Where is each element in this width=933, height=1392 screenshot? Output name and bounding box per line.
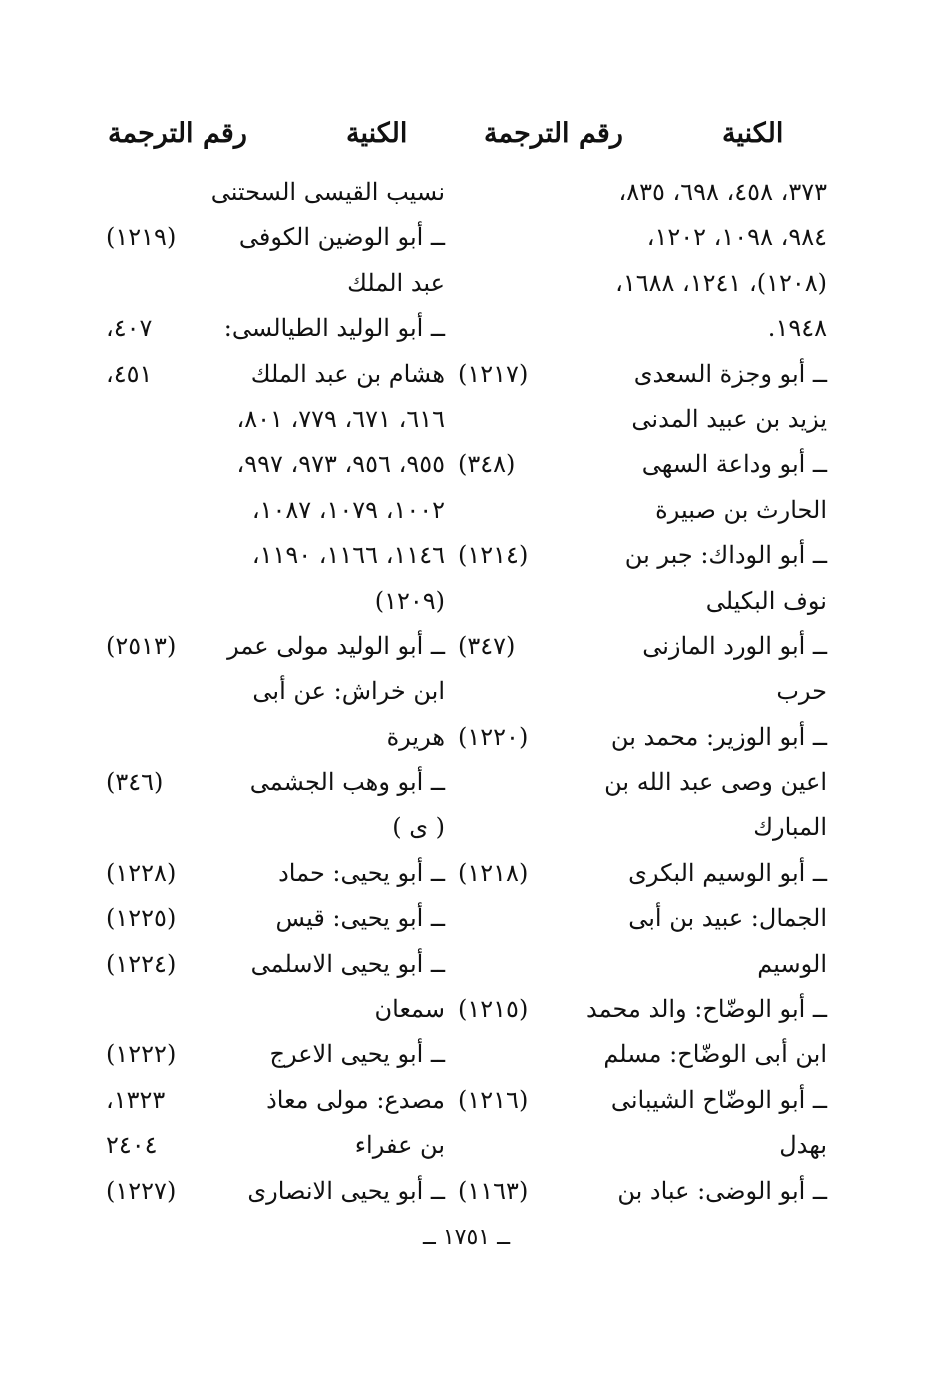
translation-number: ١٣٢٣، — [106, 1085, 166, 1114]
entry-text: ١١٤٦، ١١٦٦، ١١٩٠، — [251, 541, 445, 570]
entry-text: ــ أبو الوضين الكوفى — [238, 223, 445, 252]
entry-line — [100, 851, 445, 896]
entry-line — [452, 442, 827, 487]
entry-line — [452, 397, 827, 442]
entry-line — [452, 624, 827, 669]
entry-text: ــ أبو الوليد الطيالسى: — [223, 314, 445, 343]
translation-number: (١٢٢٤) — [106, 949, 177, 978]
entry-line — [452, 760, 827, 805]
entry-line — [452, 215, 827, 260]
header-number-right: رقم الترجمة — [484, 118, 623, 149]
entry-line — [452, 715, 827, 760]
entry-text: ــ أبو الوليد مولى عمر — [227, 631, 445, 660]
entry-line — [100, 942, 445, 987]
entry-text: مصدع: مولى معاذ — [266, 1085, 445, 1114]
entry-line — [100, 1078, 445, 1123]
translation-number: (١٢٢٧) — [106, 1176, 177, 1205]
entry-text: ابن خراش: عن أبى — [252, 677, 445, 706]
entry-text: هشام بن عبد الملك — [250, 359, 445, 388]
entry-line — [452, 170, 827, 215]
translation-number: (١٢١٩) — [106, 223, 177, 252]
left-column — [100, 170, 445, 1214]
entry-line — [100, 1123, 445, 1168]
entry-text: اعين وصى عبد الله بن — [604, 768, 827, 797]
entry-line — [452, 669, 827, 714]
translation-number: (١٢١٥) — [458, 995, 529, 1024]
translation-number: (٣٤٧) — [458, 631, 516, 660]
entry-text: ٩٥٥، ٩٥٦، ٩٧٣، ٩٩٧، — [236, 450, 445, 479]
translation-number: (١١٦٣) — [458, 1176, 529, 1205]
entry-text: الوسيم — [757, 949, 827, 978]
entry-text: نوف البكيلى — [705, 586, 827, 615]
header-number-left: رقم الترجمة — [108, 118, 247, 149]
entry-line — [100, 760, 445, 805]
entry-text: سمعان — [374, 995, 445, 1024]
entry-text: ٣٧٣، ٤٥٨، ٦٩٨، ٨٣٥، — [618, 178, 827, 206]
entry-line — [100, 533, 445, 578]
entry-line — [100, 442, 445, 487]
entry-line — [452, 579, 827, 624]
entry-line — [452, 896, 827, 941]
translation-number: (١٢٢٠) — [458, 722, 529, 751]
entry-text: ــ أبو يحيى: حماد — [278, 858, 445, 887]
entry-text: ١٩٤٨. — [767, 314, 827, 343]
right-column — [452, 170, 827, 1214]
entry-line — [452, 352, 827, 397]
entry-line — [100, 215, 445, 260]
entry-line — [100, 624, 445, 669]
entry-line — [100, 669, 445, 714]
entry-text: ١٠٠٢، ١٠٧٩، ١٠٨٧، — [251, 495, 445, 524]
header-kunya-left: الكنية — [346, 118, 408, 149]
translation-number: (١٢١٧) — [458, 359, 529, 388]
entry-text: ــ أبو الوزير: محمد بن — [610, 722, 827, 751]
translation-number: (٣٤٦) — [106, 768, 164, 797]
entry-line — [452, 987, 827, 1032]
entry-line — [100, 715, 445, 760]
entry-text: ــ أبو يحيى: قيس — [275, 904, 445, 933]
entry-line — [100, 352, 445, 397]
entry-text: ــ أبو الوداك: جبر بن — [624, 541, 827, 570]
entry-line — [100, 170, 445, 215]
entry-text: ــ أبو الوضّاح الشيبانى — [610, 1085, 827, 1114]
entry-text: ٦١٦، ٦٧١، ٧٧٩، ٨٠١، — [236, 404, 445, 433]
entry-text: ( ى ) — [392, 813, 445, 842]
entry-line — [100, 261, 445, 306]
entry-line — [100, 306, 445, 351]
entry-line — [100, 488, 445, 533]
entry-text: الحارث بن صبيرة — [655, 495, 827, 524]
translation-number: (١٢٢٢) — [106, 1040, 177, 1069]
table-header — [0, 118, 933, 158]
entry-text: ابن أبى الوضّاح: مسلم — [603, 1040, 827, 1069]
entry-line — [452, 1032, 827, 1077]
entry-text: يزيد بن عبيد المدنى — [631, 404, 827, 433]
entry-text: حرب — [776, 677, 827, 706]
entry-line — [100, 987, 445, 1032]
entry-text: بهدل — [779, 1131, 827, 1160]
entry-text: ــ أبو الوضّاح: والد محمد — [586, 995, 827, 1024]
translation-number: (١٢٢٥) — [106, 904, 177, 933]
translation-number: (٣٤٨) — [458, 450, 516, 479]
entry-text: ٩٨٤، ١٠٩٨، ١٢٠٢، — [646, 223, 827, 252]
entry-text: ــ أبو وداعة السهى — [641, 450, 827, 479]
entry-line — [100, 579, 445, 624]
entry-line — [100, 397, 445, 442]
entry-line — [452, 533, 827, 578]
translation-number: ٤٠٧، — [106, 314, 153, 343]
entry-line — [452, 1169, 827, 1214]
entry-line — [452, 851, 827, 896]
translation-number: (٢٥١٣) — [106, 631, 177, 660]
entry-line — [100, 1169, 445, 1214]
entry-line — [452, 261, 827, 306]
entry-text: ــ أبو الوضى: عباد بن — [617, 1176, 827, 1205]
entry-line — [452, 942, 827, 987]
page-number: ــ ١٧٥١ ــ — [422, 1225, 511, 1250]
entry-text: هريرة — [386, 722, 445, 751]
entry-text: المبارك — [753, 813, 827, 842]
entry-text: ــ أبو يحيى الاعرج — [269, 1040, 445, 1069]
translation-number: ٤٥١، — [106, 359, 153, 388]
entry-line — [452, 488, 827, 533]
entry-line — [100, 805, 445, 850]
translation-number: (١٢١٦) — [458, 1085, 529, 1114]
translation-number: (١٢٢٨) — [106, 858, 177, 887]
entry-text: ــ أبو يحيى الاسلمى — [250, 949, 445, 978]
entry-text: ــ أبو يحيى الانصارى — [247, 1176, 445, 1205]
translation-number: ٢٤٠٤ — [106, 1131, 158, 1160]
entry-text: عبد الملك — [347, 268, 445, 297]
entry-line — [452, 1078, 827, 1123]
translation-number: (١٢١٤) — [458, 541, 529, 570]
translation-number: (١٢١٨) — [458, 858, 529, 887]
entry-text: ــ أبو الورد المازنى — [642, 631, 827, 660]
entry-text: الجمال: عبيد بن أبى — [628, 904, 827, 933]
entry-text: ــ أبو وهب الجشمى — [249, 768, 445, 797]
entry-line — [452, 805, 827, 850]
entry-line — [452, 1123, 827, 1168]
entry-text: بن عفراء — [354, 1131, 445, 1160]
entry-text: نسيب القيسى السحتنى — [210, 178, 445, 206]
entry-text: ــ أبو الوسيم البكرى — [628, 858, 827, 887]
header-kunya-right: الكنية — [722, 118, 784, 149]
entry-text: (١٢٠٩) — [374, 586, 445, 615]
entry-line — [100, 1032, 445, 1077]
entry-text: (١٢٠٨)، ١٢٤١، ١٦٨٨، — [615, 268, 827, 297]
entry-line — [100, 896, 445, 941]
entry-text: ــ أبو وجزة السعدى — [633, 359, 827, 388]
entry-line — [452, 306, 827, 351]
